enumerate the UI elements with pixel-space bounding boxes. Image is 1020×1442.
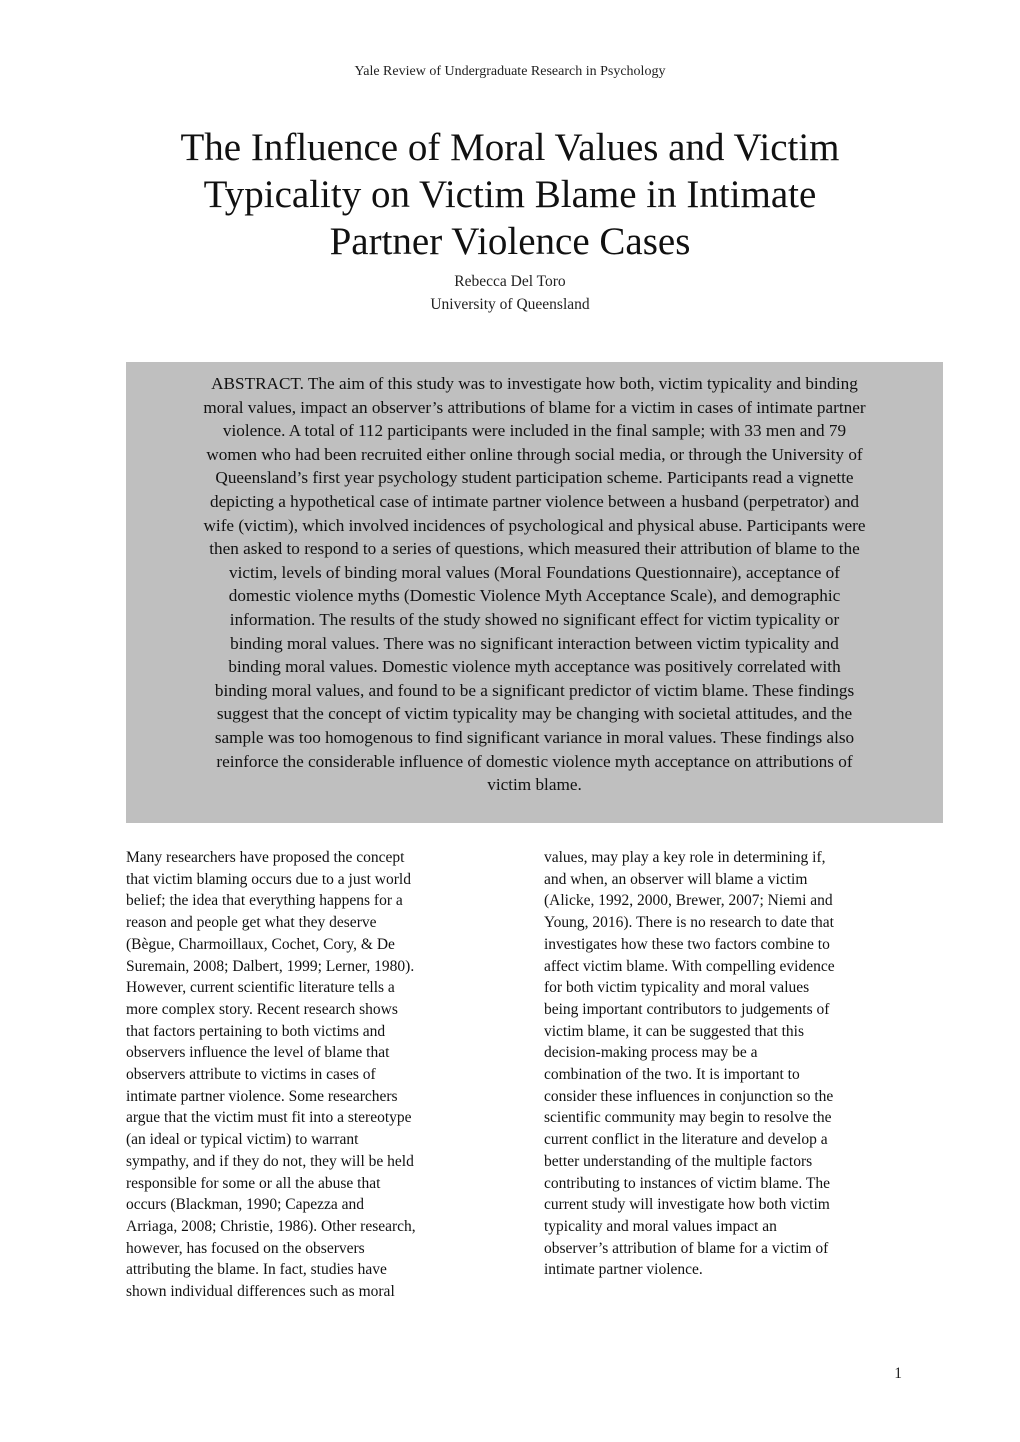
abstract-line: binding moral values. Domestic violence myth acceptance was positively correlated with (228, 657, 841, 677)
abstract-line: binding moral values. There was no significant interaction between victim typicality and (230, 633, 839, 653)
running-header: Yale Review of Undergraduate Research in Psychology (354, 64, 666, 79)
abstract-box (126, 362, 943, 823)
body-line: (Bègue, Charmoillaux, Cochet, Cory, & De (126, 935, 395, 953)
body-line: being important contributors to judgements of (544, 1000, 830, 1018)
abstract-line: suggest that the concept of victim typicality may be changing with societal attitudes, and the (216, 704, 853, 724)
body-line: argue that the victim must fit into a stereotype (126, 1109, 412, 1127)
paper-title (110, 124, 910, 265)
title-line: Partner Violence Cases (329, 220, 691, 263)
body-line: and when, an observer will blame a victim (544, 870, 808, 888)
abstract-line: moral values, impact an observer’s attributions of blame for a victim in cases of intimate partner (203, 397, 866, 417)
body-line: Arriaga, 2008; Christie, 1986). Other research, (126, 1217, 416, 1235)
body-line: better understanding of the multiple factors (544, 1152, 813, 1170)
title-line: Typicality on Victim Blame in Intimate (203, 173, 817, 216)
body-line: that factors pertaining to both victims and (126, 1022, 386, 1040)
body-column-left (126, 847, 486, 1303)
abstract-line: ABSTRACT. The aim of this study was to investigate how both, victim typicality and binding (211, 374, 858, 393)
body-line: values, may play a key role in determining if, (544, 849, 826, 866)
body-line: observer’s attribution of blame for a victim of (544, 1239, 829, 1257)
page-number: 1 (894, 1365, 902, 1382)
body-line: current conflict in the literature and develop a (544, 1131, 828, 1149)
body-line: typicality and moral values impact an (544, 1217, 777, 1235)
body-line: Many researchers have proposed the concept (126, 849, 405, 866)
body-line: observers influence the level of blame that (126, 1044, 390, 1062)
body-line: reason and people get what they deserve (126, 914, 377, 932)
abstract-line: Queensland’s first year psychology student participation scheme. Participants read a vignette (215, 468, 854, 488)
body-line: consider these influences in conjunction so the (544, 1087, 834, 1105)
body-line: attributing the blame. In fact, studies have (126, 1261, 387, 1279)
abstract-line: information. The results of the study showed no significant effect for victim typicality or (229, 609, 840, 629)
body-line: sympathy, and if they do not, they will be held (126, 1152, 414, 1170)
body-line: shown individual differences such as moral (126, 1283, 395, 1301)
body-line: more complex story. Recent research shows (126, 1000, 398, 1018)
body-line: contributing to instances of victim blame. The (544, 1174, 830, 1192)
abstract-line: binding moral values, and found to be a significant predictor of victim blame. These findings (214, 680, 855, 700)
body-line: responsible for some or all the abuse that (126, 1174, 381, 1192)
abstract-line: reinforce the considerable influence of domestic violence myth acceptance on attributions of (216, 751, 853, 771)
body-line: affect victim blame. With compelling evidence (544, 957, 835, 975)
abstract-line: domestic violence myths (Domestic Violence Myth Acceptance Scale), and demographic (228, 586, 841, 606)
abstract-line: women who had been recruited either online through social media, or through the University of (206, 444, 863, 464)
abstract-line: depicting a hypothetical case of intimate partner violence between a husband (perpetrator) and (209, 491, 860, 511)
body-line: belief; the idea that everything happens for a (126, 892, 403, 910)
body-line: scientific community may begin to resolve the (544, 1109, 832, 1127)
body-line: (Alicke, 1992, 2000, Brewer, 2007; Niemi and (544, 892, 833, 910)
body-line: however, has focused on the observers (126, 1239, 365, 1257)
author-name: Rebecca Del Toro (454, 273, 566, 290)
body-line: observers attribute to victims in cases of (126, 1066, 376, 1084)
author-affiliation: University of Queensland (430, 296, 590, 313)
abstract-line: then asked to respond to a series of questions, which measured their attribution of blame to the (209, 539, 860, 559)
body-line: decision-making process may be a (544, 1044, 758, 1062)
body-line: for both victim typicality and moral values (544, 979, 810, 997)
body-line: current study will investigate how both victim (544, 1196, 830, 1214)
body-line: Suremain, 2008; Dalbert, 1999; Lerner, 1980). (126, 957, 415, 975)
body-line: (an ideal or typical victim) to warrant (126, 1131, 359, 1149)
abstract-line: violence. A total of 112 participants were included in the final sample; with 33 men and 79 (222, 421, 847, 441)
abstract-line: victim, levels of binding moral values (Moral Foundations Questionnaire), acceptance of (229, 562, 840, 582)
body-line: that victim blaming occurs due to a just world (126, 870, 411, 888)
abstract-line: wife (victim), which involved incidences of psychological and physical abuse. Participants were (203, 515, 866, 535)
abstract-line: victim blame. (487, 775, 582, 795)
body-line: victim blame, it can be suggested that this (544, 1022, 804, 1040)
body-line: occurs (Blackman, 1990; Capezza and (126, 1196, 365, 1214)
body-line: However, current scientific literature tells a (126, 979, 395, 997)
body-line: investigates how these two factors combine to (544, 935, 830, 953)
title-line: The Influence of Moral Values and Victim (180, 126, 840, 169)
body-line: intimate partner violence. Some researchers (126, 1087, 398, 1105)
abstract-line: sample was too homogenous to find significant variance in moral values. These findings also (214, 727, 855, 747)
body-line: combination of the two. It is important to (544, 1066, 800, 1084)
abstract-text (132, 372, 937, 797)
body-line: Young, 2016). There is no research to date that (544, 914, 834, 932)
body-column-right (544, 847, 914, 1281)
body-line: intimate partner violence. (544, 1261, 703, 1279)
